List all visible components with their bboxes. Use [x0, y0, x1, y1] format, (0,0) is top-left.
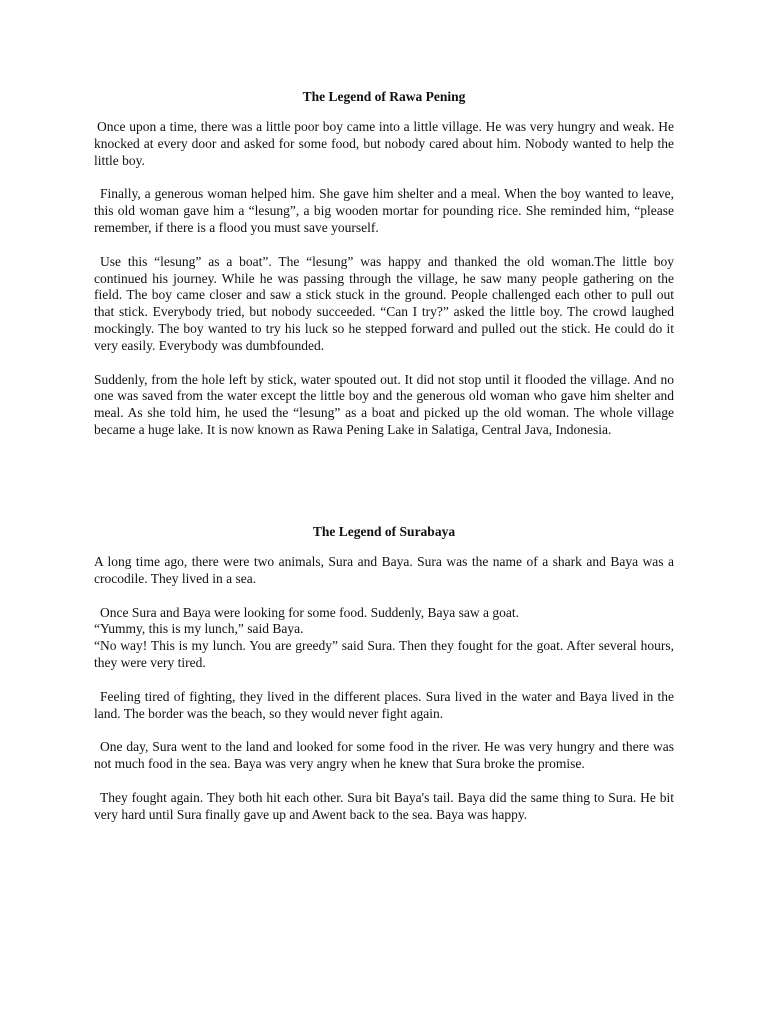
- paragraph: Once upon a time, there was a little poor boy came into a little village. He was very hungry and weak. He knocked at every door and asked for some food, but nobody cared about him. Nobody wanted to help the little boy.: [94, 119, 674, 168]
- story-title: The Legend of Surabaya: [312, 524, 456, 539]
- paragraph: Use this “lesung” as a boat”. The “lesung” was happy and thanked the old woman.The little boy continued his journey. While he was passing through the village, he saw many people gathering on the field. The boy came closer and saw a stick stuck in the ground. People challenged each other to pull out that stick. Everybody tried, but nobody succeeded. “Can I try?” asked the little boy. The crowd laughed mockingly. The boy wanted to try his luck so he stepped forward and pulled out the stick. He could do it very easily. Everybody was dumbfounded.: [94, 253, 674, 353]
- story-rawa-pening: [94, 88, 674, 456]
- paragraph: Suddenly, from the hole left by stick, water spouted out. It did not stop until it flooded the village. And no one was saved from the water except the little boy and the generous old woman who gave him shelter and meal. As she told him, he used the “lesung” as a boat and picked up the old woman. The whole village became a huge lake. It is now known as Rawa Pening Lake in Salatiga, Central Java, Indonesia.: [94, 371, 674, 437]
- paragraph: Feeling tired of fighting, they lived in the different places. Sura lived in the water and Baya lived in the land. The border was the beach, so they would never fight again.: [94, 688, 674, 721]
- paragraph: Finally, a generous woman helped him. She gave him shelter and a meal. When the boy wanted to leave, this old woman gave him a “lesung”, a big wooden mortar for pounding rice. She reminded him, “please remember, if there is a flood you must save yourself.: [94, 186, 674, 235]
- paragraph: One day, Sura went to the land and looked for some food in the river. He was very hungry and there was not much food in the sea. Baya was very angry when he knew that Sura broke the promise.: [94, 739, 674, 772]
- paragraph: They fought again. They both hit each other. Sura bit Baya's tail. Baya did the same thing to Sura. He bit very hard until Sura finally gave up and Awent back to the sea. Baya was happy.: [94, 789, 674, 822]
- paragraph: A long time ago, there were two animals, Sura and Baya. Sura was the name of a shark and Baya was a crocodile. They lived in a sea.: [94, 554, 674, 586]
- paragraph: Once Sura and Baya were looking for some food. Suddenly, Baya saw a goat. “Yummy, this is my lunch,” said Baya. “No way! This is my lunch. You are greedy” said Sura. Then they fought for the goat. After several hours, they were very tired.: [94, 604, 674, 670]
- story-title: The Legend of Rawa Pening: [302, 89, 466, 104]
- story-surabaya: [94, 523, 674, 841]
